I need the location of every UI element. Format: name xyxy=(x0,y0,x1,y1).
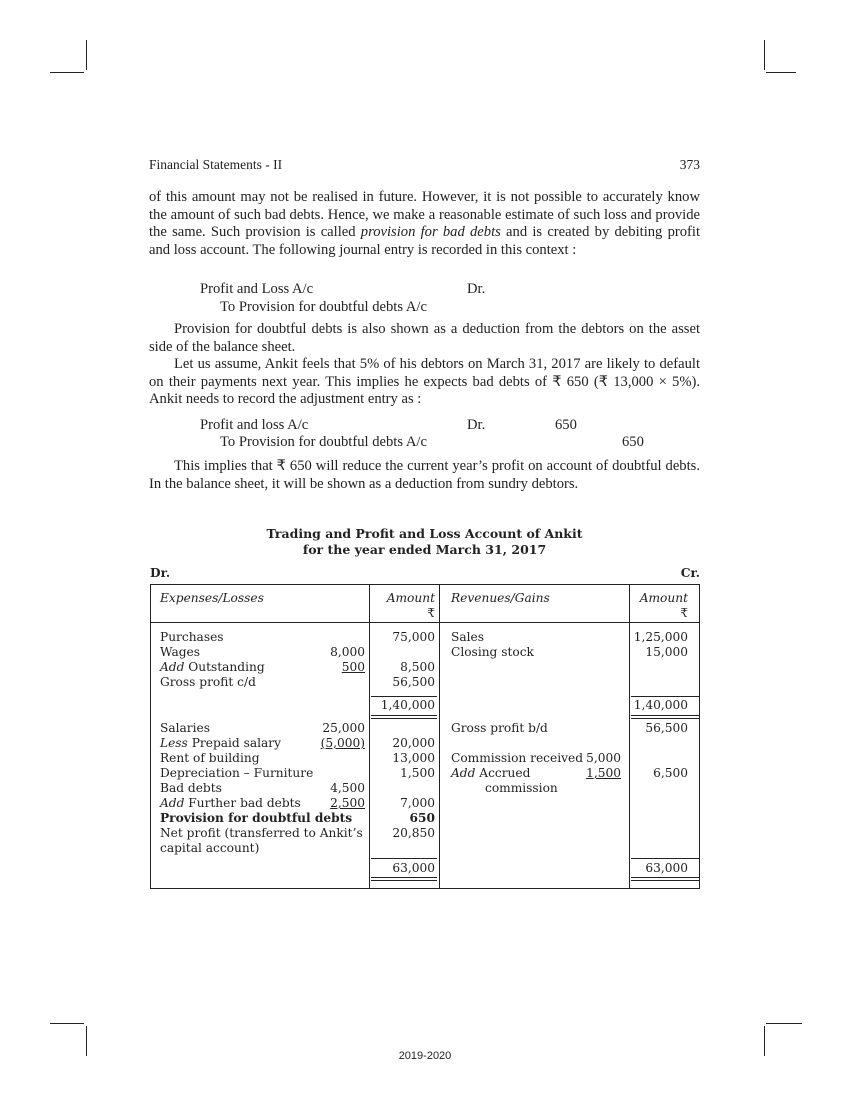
paragraph-example: Let us assume, Ankit feels that 5% of his debtors on March 31, 2017 are likely to default on their payments next year. This implies he expects bad debts of ₹ 650 (₹ 13,000 × 5%). Ankit needs to record the adjustment entry as : xyxy=(149,356,700,407)
page-number: 373 xyxy=(679,157,700,172)
row-label: Depreciation – Furniture xyxy=(160,766,314,780)
row-sub-amount: 2,500 xyxy=(330,796,365,810)
row-label: Rent of building xyxy=(160,751,260,765)
row-label xyxy=(160,796,301,811)
row-label: Gross profit c/d xyxy=(160,675,256,689)
row-label: Salaries xyxy=(160,721,210,735)
rupee-symbol: ₹ xyxy=(680,606,688,620)
entry2-credit: To Provision for doubtful debts A/c xyxy=(220,434,427,450)
rule xyxy=(631,877,699,878)
row-label: Closing stock xyxy=(451,645,534,659)
row-sub-amount: 500 xyxy=(341,660,365,674)
row-label: Bad debts xyxy=(160,781,222,795)
entry2-dr-amount: 650 xyxy=(555,417,577,433)
rule xyxy=(631,715,699,716)
rule xyxy=(371,877,437,878)
col-divider xyxy=(369,585,370,888)
row-sub-amount: 8,000 xyxy=(330,645,365,659)
row-label xyxy=(160,736,281,751)
total-amount: 1,40,000 xyxy=(380,698,435,712)
rule xyxy=(371,715,437,716)
header-revenues: Revenues/Gains xyxy=(451,591,550,605)
row-amount: 75,000 xyxy=(392,630,435,644)
header-divider xyxy=(151,622,699,623)
paragraph-deduction: Provision for doubtful debts is also shown as a deduction from the debtors on the asset side of the balance sheet. xyxy=(149,321,700,355)
row-sub-amount: (5,000) xyxy=(320,736,365,750)
total-amount: 1,40,000 xyxy=(633,698,688,712)
label-text: Further bad debts xyxy=(184,796,301,810)
rule xyxy=(631,880,699,881)
row-label: capital account) xyxy=(160,841,260,855)
row-label: Net profit (transferred to Ankit’s xyxy=(160,826,363,840)
row-label: commission xyxy=(485,781,558,795)
crop-mark xyxy=(86,40,87,70)
dr-label: Dr. xyxy=(150,566,171,580)
paragraph-conclusion: This implies that ₹ 650 will reduce the current year’s profit on account of doubtful debts. In the balance sheet, it will be shown as a deduction from sundry debtors. xyxy=(149,458,700,492)
row-sub-amount: 25,000 xyxy=(322,721,365,735)
rule xyxy=(371,858,437,859)
row-amount: 56,500 xyxy=(392,675,435,689)
col-divider xyxy=(439,585,440,888)
row-amount: 6,500 xyxy=(653,766,688,780)
row-amount: 20,000 xyxy=(392,736,435,750)
para-term: provision for bad debts xyxy=(360,224,501,240)
less-word: Less xyxy=(160,736,188,750)
rule xyxy=(631,696,699,697)
para-text: of this amount may not be realised in future. However, it is not possible to accurately know the amount of such bad debts. Hence, we make a reasonable estimate of such loss and provide the same. Such provision is called xyxy=(149,189,700,240)
row-amount: 8,500 xyxy=(400,660,435,674)
rule xyxy=(631,858,699,859)
row-amount-provision: 650 xyxy=(409,811,435,825)
paragraph-intro xyxy=(149,189,700,259)
rule xyxy=(371,718,437,719)
rule xyxy=(371,880,437,881)
row-label-provision: Provision for doubtful debts xyxy=(160,811,353,825)
rupee-symbol: ₹ xyxy=(427,606,435,620)
label-text: Prepaid salary xyxy=(187,736,281,750)
row-amount: 56,500 xyxy=(645,721,688,735)
header-expenses: Expenses/Losses xyxy=(160,591,264,605)
account-table xyxy=(150,584,700,889)
crop-mark xyxy=(50,72,84,73)
row-label xyxy=(451,766,530,781)
rule xyxy=(371,696,437,697)
cr-label: Cr. xyxy=(680,566,700,580)
crop-mark xyxy=(50,1023,84,1024)
row-amount: 1,500 xyxy=(400,766,435,780)
running-header: Financial Statements - II xyxy=(149,157,283,172)
entry2-debit: Profit and loss A/c xyxy=(200,417,309,433)
col-divider xyxy=(629,585,630,888)
header-amount-right: Amount xyxy=(639,591,688,605)
row-amount: 7,000 xyxy=(400,796,435,810)
entry1-credit: To Provision for doubtful debts A/c xyxy=(220,299,427,315)
row-amount: 20,850 xyxy=(392,826,435,840)
label-text: Accrued xyxy=(475,766,531,780)
table-subtitle: for the year ended March 31, 2017 xyxy=(302,542,547,557)
row-sub-amount: 4,500 xyxy=(330,781,365,795)
header-amount: Amount xyxy=(386,591,435,605)
row-sub-amount: 1,500 xyxy=(586,766,621,780)
crop-mark xyxy=(766,72,796,73)
add-word: Add xyxy=(160,660,185,674)
crop-mark xyxy=(766,1023,802,1024)
total-amount: 63,000 xyxy=(392,861,435,875)
rule xyxy=(631,718,699,719)
row-label: Purchases xyxy=(160,630,224,644)
row-label: Wages xyxy=(160,645,201,659)
label-text: Outstanding xyxy=(184,660,265,674)
entry1-debit: Profit and Loss A/c xyxy=(200,281,314,297)
row-amount: 15,000 xyxy=(645,645,688,659)
entry2-cr-amount: 650 xyxy=(622,434,644,450)
total-amount: 63,000 xyxy=(645,861,688,875)
entry2-dr: Dr. xyxy=(467,417,486,433)
para-text: and is created by debiting profit and loss account. The following journal entry is recorded in this context : xyxy=(149,224,700,258)
crop-mark xyxy=(764,40,765,70)
row-sub-amount: 5,000 xyxy=(586,751,621,765)
entry1-dr: Dr. xyxy=(467,281,486,297)
row-label: Gross profit b/d xyxy=(451,721,548,735)
row-amount: 1,25,000 xyxy=(633,630,688,644)
row-amount: 13,000 xyxy=(392,751,435,765)
row-label: Sales xyxy=(451,630,484,644)
table-title: Trading and Profit and Loss Account of Ankit xyxy=(266,526,583,541)
row-label: Commission received xyxy=(451,751,584,765)
row-label xyxy=(160,660,265,675)
add-word: Add xyxy=(451,766,476,780)
page-footer: 2019-2020 xyxy=(398,1050,452,1062)
add-word: Add xyxy=(160,796,185,810)
